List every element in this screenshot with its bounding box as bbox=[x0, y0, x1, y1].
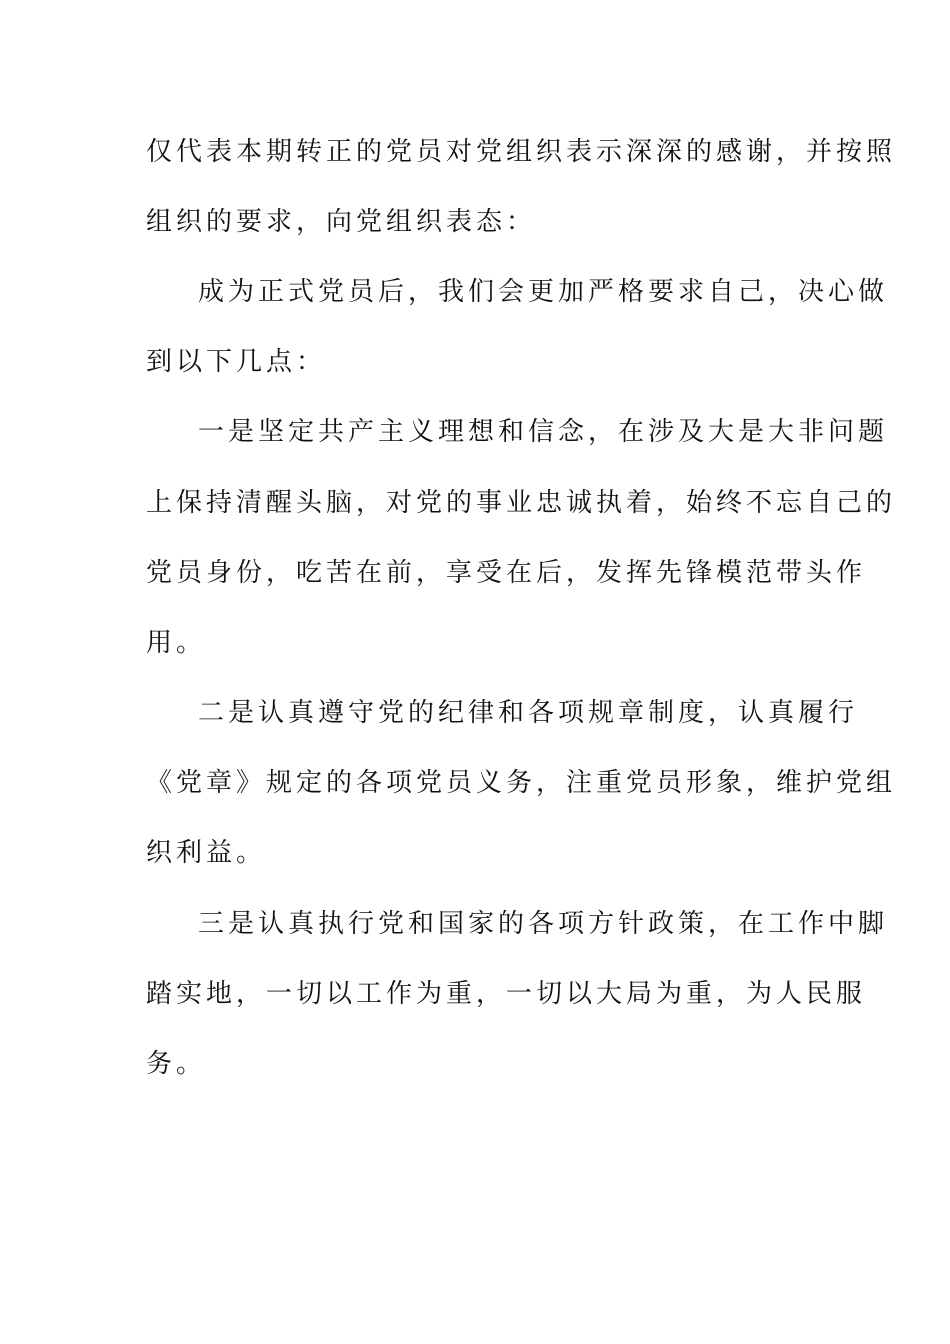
text-line: 党员身份，吃苦在前，享受在后，发挥先锋模范带头作 bbox=[146, 558, 867, 588]
text-line: 织利益。 bbox=[146, 838, 267, 868]
text-line: 上保持清醒头脑，对党的事业忠诚执着，始终不忘自己的 bbox=[146, 488, 897, 518]
text-line: 务。 bbox=[146, 1049, 207, 1079]
text-line: 踏实地，一切以工作为重，一切以大局为重，为人民服 bbox=[146, 979, 867, 1009]
paragraph-start-line: 三是认真执行党和国家的各项方针政策，在工作中脚 bbox=[198, 909, 889, 939]
paragraph-start-line: 二是认真遵守党的纪律和各项规章制度，认真履行 bbox=[198, 698, 859, 728]
paragraph-start-line: 一是坚定共产主义理想和信念，在涉及大是大非问题 bbox=[198, 417, 889, 447]
text-line: 《党章》规定的各项党员义务，注重党员形象，维护党组 bbox=[146, 768, 897, 798]
text-line: 组织的要求，向党组织表态： bbox=[146, 207, 537, 237]
paragraph-start-line: 成为正式党员后，我们会更加严格要求自己，决心做 bbox=[198, 277, 889, 307]
text-line: 用。 bbox=[146, 628, 207, 658]
text-line: 仅代表本期转正的党员对党组织表示深深的感谢，并按照 bbox=[146, 137, 897, 167]
text-line: 到以下几点： bbox=[146, 347, 327, 377]
